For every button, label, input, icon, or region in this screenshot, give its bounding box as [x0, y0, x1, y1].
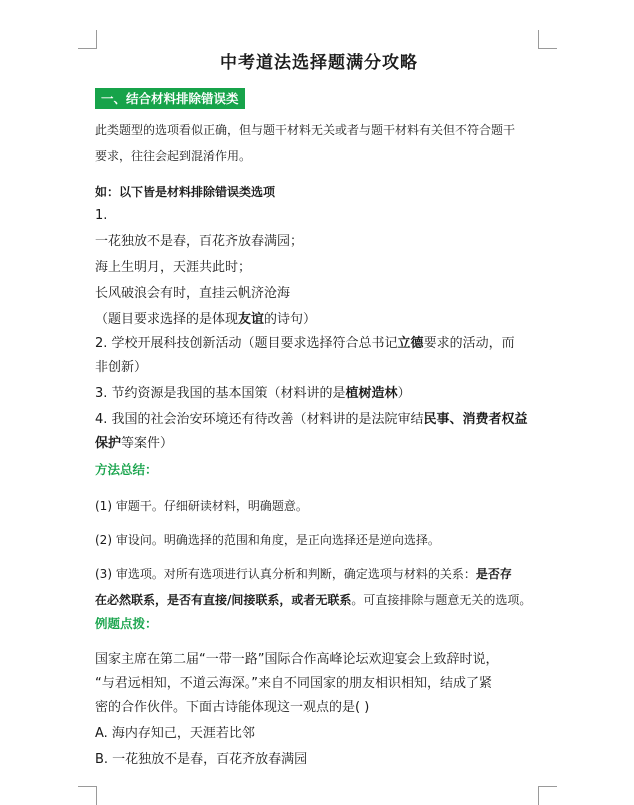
crop-mark-top-right [538, 30, 557, 49]
item-3-keyword: 植树造林 [345, 386, 398, 401]
crop-mark-bottom-right [538, 786, 557, 805]
example-heading: 如：以下皆是材料排除错误类选项 [95, 185, 276, 199]
note-prefix: （题目要求选择的是体现 [95, 312, 239, 327]
method-step-3-line-2 [95, 588, 543, 612]
intro-line-1: 此类题型的选项看似正确，但与题干材料无关或者与题干材料有关但不符合题干 [95, 123, 516, 137]
step-3-keyword-2: 在必然联系，是否有直接/间接联系，或者无联系 [95, 593, 352, 607]
item-2-line-1 [95, 332, 543, 356]
page-title: 中考道法选择题满分攻略 [220, 53, 418, 73]
example-section-heading: 例题点拨： [95, 616, 158, 631]
method-step-2: (2) 审设问。明确选择的范围和角度，是正向选择还是逆向选择。 [95, 533, 440, 547]
question-line-2: “与君远相知，不道云海深。”来自不同国家的朋友相识相知，结成了紧 [95, 676, 492, 691]
question-line-3: 密的合作伙伴。下面古诗能体现这一观点的是( ) [95, 700, 370, 715]
item-1-number: 1. [95, 208, 108, 223]
option-b: B. 一花独放不是春，百花齐放春满园 [95, 752, 308, 767]
item-3-text: 3. 节约资源是我国的基本国策（材料讲的是 [95, 386, 346, 401]
method-step-3-line-1 [95, 562, 543, 586]
method-heading: 方法总结： [95, 462, 158, 477]
item-4-text: 4. 我国的社会治安环境还有待改善（材料讲的是法院审结 [95, 412, 424, 427]
crop-mark-top-left [78, 30, 97, 49]
poem-line-2: 海上生明月，天涯共此时； [95, 260, 252, 275]
item-2-text-end: 要求的活动，而 [423, 336, 515, 351]
item-2-keyword: 立德 [397, 336, 424, 351]
note-keyword: 友谊 [238, 312, 265, 327]
note-suffix: 的诗句） [264, 312, 317, 327]
step-3-text-end: 。可直接排除与题意无关的选项。 [351, 593, 532, 607]
item-2-text: 2. 学校开展科技创新活动（题目要求选择符合总书记 [95, 336, 398, 351]
item-3-text-end: ） [397, 386, 411, 401]
item-2-line-2: 非创新） [95, 360, 148, 375]
crop-mark-bottom-left [78, 786, 97, 805]
item-1-note [95, 308, 543, 332]
item-4-line-1 [95, 408, 543, 432]
poem-line-3: 长风破浪会有时，直挂云帆济沧海 [95, 286, 291, 301]
intro-line-2: 要求，往往会起到混淆作用。 [95, 149, 252, 163]
step-3-keyword: 是否存 [475, 567, 512, 581]
question-line-1: 国家主席在第二届“一带一路”国际合作高峰论坛欢迎宴会上致辞时说， [95, 652, 499, 667]
option-a: A. 海内存知己，天涯若比邻 [95, 726, 255, 741]
item-4-line-2 [95, 432, 543, 456]
item-3 [95, 382, 543, 406]
item-4-text-end: 等案件） [121, 436, 174, 451]
section-heading-tag: 一、结合材料排除错误类 [95, 88, 245, 109]
item-4-keyword: 民事、消费者权益 [423, 412, 528, 427]
method-step-1: (1) 审题干。仔细研读材料，明确题意。 [95, 499, 308, 513]
poem-line-1: 一花独放不是春，百花齐放春满园； [95, 234, 304, 249]
item-4-keyword-2: 保护 [95, 436, 122, 451]
step-3-text: (3) 审选项。对所有选项进行认真分析和判断，确定选项与材料的关系： [95, 567, 476, 581]
